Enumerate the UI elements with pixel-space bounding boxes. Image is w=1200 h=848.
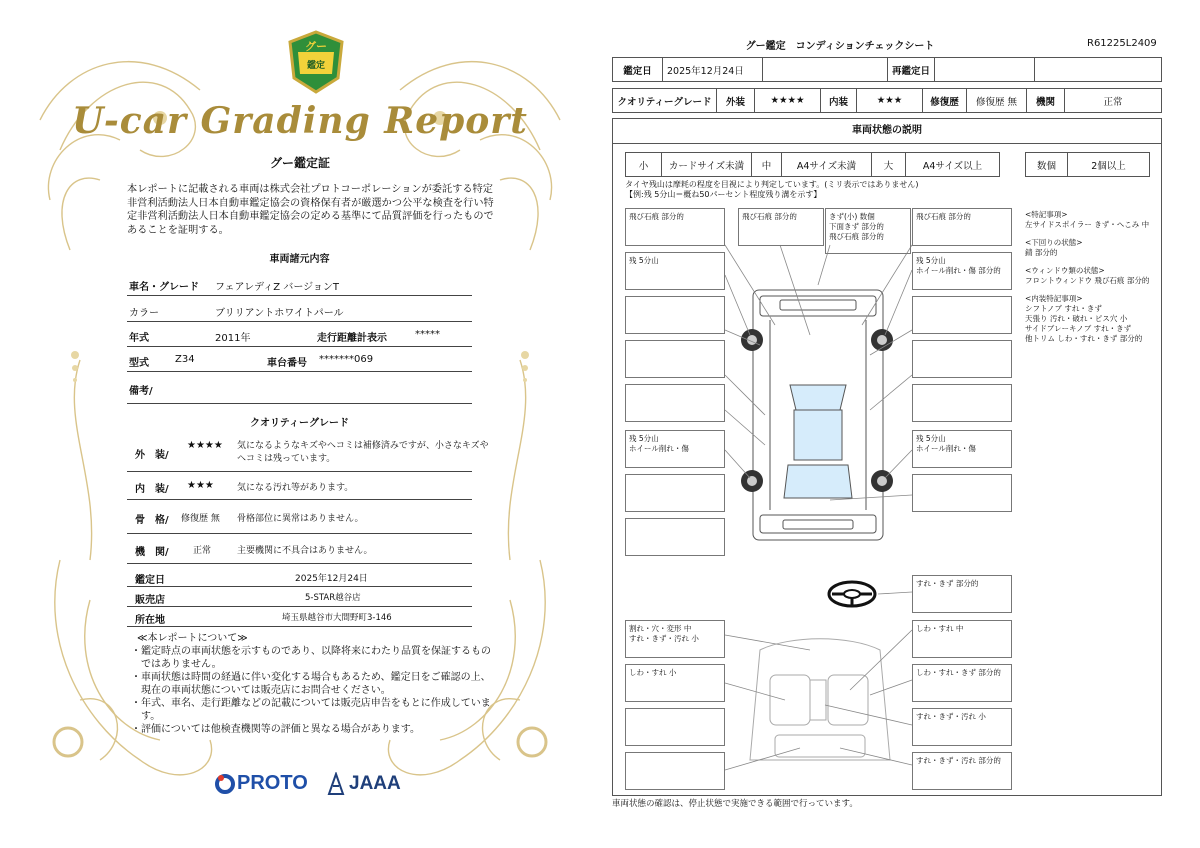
damage-box-empty <box>625 384 725 422</box>
side-note-line: 左サイドスポイラー きず・へこみ 中 <box>1025 220 1150 229</box>
damage-box-empty <box>912 296 1012 334</box>
color-label: カラー <box>129 308 159 319</box>
tire-box-rear-left: 残 5分山 ホイール削れ・傷 <box>625 430 725 468</box>
damage-box-front-left: 飛び石痕 部分的 <box>625 208 725 246</box>
proto-logo-text: PROTO <box>237 772 308 794</box>
size-large-label: 大 <box>872 153 906 177</box>
tire-note: タイヤ残山は摩耗の程度を目視により判定しています。(ミリ表示ではありません) <box>625 180 919 189</box>
model-label: 型式 <box>129 358 149 369</box>
interior-box-empty <box>625 752 725 790</box>
tire-box-rear-right: 残 5分山 ホイール削れ・傷 <box>912 430 1012 468</box>
info-row-address <box>127 607 472 627</box>
goo-appraisal-badge-icon <box>286 30 346 94</box>
svg-text:鑑定: 鑑定 <box>306 61 326 71</box>
tire-example-note: 【例:残 5分山＝概ね50パーセント程度残り溝を示す】 <box>625 190 822 199</box>
interior-box-dash: 割れ・穴・変形 中 すれ・きず・汚れ 小 <box>625 620 725 658</box>
int-stars: ★★★ <box>857 89 923 113</box>
count-label: 数個 <box>1026 153 1068 177</box>
chassis-label: 車台番号 <box>267 358 307 369</box>
side-note-line: <下回りの状態> <box>1025 238 1083 247</box>
mileage-value: ***** <box>415 329 440 340</box>
side-note-line: <特記事項> <box>1025 210 1068 219</box>
damage-box-empty <box>912 474 1012 512</box>
remarks-label: 備考/ <box>129 386 153 397</box>
certificate-title: グー鑑定証 <box>269 156 330 170</box>
spec-row-model <box>127 348 472 372</box>
damage-box-front-bumper: きず(小) 数個 下面きず 部分的 飛び石痕 部分的 <box>825 208 911 254</box>
side-note-line: 天張り 汚れ・破れ・ピス穴 小 <box>1025 314 1128 323</box>
size-medium-label: 中 <box>752 153 782 177</box>
damage-box-empty <box>625 518 725 556</box>
address-label: 所在地 <box>135 615 165 626</box>
shop-label: 販売店 <box>135 595 165 606</box>
engine-label: 機 関/ <box>135 547 169 558</box>
note-item: ・評価については他検査機関等の評価と異なる場合があります。 <box>131 724 420 735</box>
side-note-line: 他トリム しわ・すれ・きず 部分的 <box>1025 334 1143 343</box>
side-note-line: <内装特記事項> <box>1025 294 1083 303</box>
condition-check-sheet <box>600 0 1200 848</box>
chassis-value: *******069 <box>319 354 374 365</box>
interior-box-right-seat: しわ・すれ・きず 部分的 <box>912 664 1012 702</box>
side-note-line <box>1025 230 1155 238</box>
note-item: ・鑑定時点の車両状態を示すものであり、以降将来にわたり品質を保証するものではありません。 <box>131 646 491 670</box>
name-label: 車名・グレード <box>129 282 199 293</box>
int-label: 内装 <box>821 89 857 113</box>
damage-box-hood: 飛び石痕 部分的 <box>738 208 824 246</box>
exterior-stars: ★★★★ <box>187 440 223 451</box>
exterior-label: 外 装/ <box>135 450 169 461</box>
condition-title: 車両状態の説明 <box>612 118 1162 144</box>
spec-row-year <box>127 323 472 347</box>
name-value: フェアレディZ バージョンT <box>215 282 340 293</box>
size-medium-value: A4サイズ未満 <box>782 153 872 177</box>
quality-row-frame <box>127 502 472 534</box>
engine-value: 正常 <box>193 546 212 556</box>
spec-row-color <box>127 298 472 322</box>
ext-label: 外装 <box>717 89 755 113</box>
damage-box-empty <box>625 296 725 334</box>
count-value: 2個以上 <box>1068 153 1150 177</box>
damage-box-empty <box>625 474 725 512</box>
spec-row-name <box>127 272 472 296</box>
footer-logos <box>215 770 415 800</box>
exterior-text: 気になるようなキズやヘコミは補修済みですが、小さなキズやヘコミは残っています。 <box>237 441 489 464</box>
interior-label: 内 装/ <box>135 484 169 495</box>
proto-logo-icon <box>215 772 235 796</box>
interior-box-steering: すれ・きず 部分的 <box>912 575 1012 613</box>
side-note-line: 錆 部分的 <box>1025 248 1058 257</box>
info-row-date <box>127 566 472 587</box>
color-value: ブリリアントホワイトパール <box>215 308 344 319</box>
jaaa-logo-text: JAAA <box>349 773 401 794</box>
size-small-value: カードサイズ未満 <box>662 153 752 177</box>
date-label: 鑑定日 <box>613 58 663 82</box>
side-note-line: シフトノブ すれ・きず <box>1025 304 1102 313</box>
spec-row-remarks <box>127 376 472 404</box>
sheet-title: グー鑑定 コンディションチェックシート <box>745 41 935 52</box>
interior-box-rear-seat: すれ・きず・汚れ 部分的 <box>912 752 1012 790</box>
quality-row-exterior <box>127 434 489 472</box>
mileage-label: 走行距離計表示 <box>317 333 387 344</box>
interior-box-ceiling: しわ・すれ 中 <box>912 620 1012 658</box>
interior-box-left-seat: しわ・すれ 小 <box>625 664 725 702</box>
engine-value: 正常 <box>1065 89 1162 113</box>
special-notes <box>1025 210 1155 344</box>
engine-label: 機関 <box>1027 89 1065 113</box>
damage-box-front-right: 飛び石痕 部分的 <box>912 208 1012 246</box>
quality-row-interior <box>127 472 472 500</box>
interior-box-console: すれ・きず・汚れ 小 <box>912 708 1012 746</box>
repair-value: 修復歴 無 <box>967 89 1027 113</box>
model-value: Z34 <box>175 354 195 365</box>
date-label: 鑑定日 <box>135 575 165 586</box>
spec-section-title: 車両諸元内容 <box>269 254 330 265</box>
address-value: 埼玉県越谷市大間野町3-146 <box>282 613 392 623</box>
tire-box-front-left: 残 5分山 <box>625 252 725 290</box>
interior-stars: ★★★ <box>187 480 214 491</box>
size-large-value: A4サイズ以上 <box>906 153 1000 177</box>
frame-value: 修復歴 無 <box>181 514 220 524</box>
note-item: ・年式、車名、走行距離などの記載については販売店申告をもとに作成しています。 <box>131 698 491 722</box>
side-note-line: <ウィンドウ類の状態> <box>1025 266 1105 275</box>
steering-wheel-icon <box>829 582 875 606</box>
frame-label: 骨 格/ <box>135 515 169 526</box>
quality-section-title: クオリティーグレード <box>250 418 349 429</box>
note-item: ・車両状態は時間の経過に伴い変化する場合もあるため、鑑定日をご確認の上、現在の車両状態については販売店にお問合せください。 <box>131 672 491 696</box>
notes-title: ≪本レポートについて≫ <box>137 633 248 644</box>
jaaa-logo-icon <box>327 772 345 796</box>
damage-box-empty <box>625 340 725 378</box>
tire-box-front-right: 残 5分山 ホイール削れ・傷 部分的 <box>912 252 1012 290</box>
sheet-code: R61225L2409 <box>1087 38 1157 49</box>
date-value: 2025年12月24日 <box>295 574 368 584</box>
year-label: 年式 <box>129 333 149 344</box>
frame-text: 骨格部位に異常はありません。 <box>237 514 364 524</box>
interior-box-empty <box>625 708 725 746</box>
grade-label: クオリティーグレード <box>613 89 717 113</box>
side-note-line: サイドブレーキノブ すれ・きず <box>1025 324 1132 333</box>
damage-box-empty <box>912 384 1012 422</box>
quality-row-engine <box>127 534 472 564</box>
sheet-footer: 車両状態の確認は、停止状態で実施できる範囲で行っています。 <box>612 799 858 809</box>
interior-text: 気になる汚れ等があります。 <box>237 483 354 493</box>
redate-label: 再鑑定日 <box>888 58 935 82</box>
svg-text:グー: グー <box>305 40 327 53</box>
damage-box-empty <box>912 340 1012 378</box>
repair-label: 修復歴 <box>923 89 967 113</box>
ext-stars: ★★★★ <box>755 89 821 113</box>
size-small-label: 小 <box>626 153 662 177</box>
report-notes <box>127 632 497 736</box>
certificate-text: 本レポートに記載される車両は株式会社プロトコーポレーションが委託する特定非営利活動法人日本自動車鑑定協会の資格保有者が厳選かつ公平な検査を行い特定非営利活動法人日本自動車鑑定協会の定める基準にて品質評価を行ったものであることを証明する。 <box>127 184 494 236</box>
info-row-shop <box>127 587 472 607</box>
date-value: 2025年12月24日 <box>663 58 763 82</box>
side-note-line <box>1025 258 1155 266</box>
report-script-title: U-car Grading Report <box>72 100 528 142</box>
shop-value: 5-STAR越谷店 <box>305 593 361 603</box>
side-note-line: フロントウィンドウ 飛び石痕 部分的 <box>1025 276 1150 285</box>
engine-text: 主要機関に不具合はありません。 <box>237 546 373 556</box>
year-value: 2011年 <box>215 333 251 344</box>
side-note-line <box>1025 286 1155 294</box>
